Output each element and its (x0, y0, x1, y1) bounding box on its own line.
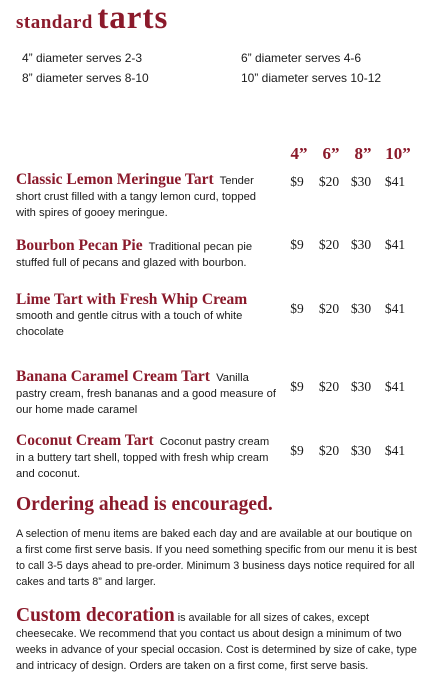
item-description: Tender short crust filled with a tangy lemon curd, topped with spires of gooey meringue. (16, 175, 257, 219)
item-price-10in: $41 (384, 443, 406, 458)
item-price-8in: $30 (350, 301, 372, 316)
item-price-10in: $41 (384, 174, 406, 189)
price-header-6in: 6” (322, 144, 340, 163)
size-info-10in: 10” diameter serves 10-12 (241, 71, 382, 85)
item-name: Coconut Cream Tart (16, 432, 154, 449)
item-price-6in: $20 (318, 237, 340, 252)
item-name: Lime Tart with Fresh Whip Cream (16, 291, 248, 308)
item-price-6in: $20 (318, 301, 340, 316)
ordering-body: A selection of menu items are baked each day and are available at our boutique on a first come first serve basis. If you need something specific from our menu it is best to call 3-5 days ahead to pre-order. Minimum 3 business days notice required for all cakes and tarts 8” and larger. (16, 528, 417, 588)
item-price-10in: $41 (384, 301, 406, 316)
ordering-heading: Ordering ahead is encouraged. (16, 494, 273, 515)
title-prefix: standard (16, 12, 93, 33)
item-price-6in: $20 (318, 443, 340, 458)
custom-decoration-heading: Custom decoration (16, 605, 175, 626)
size-info-left (22, 48, 149, 88)
menu-item-banana-caramel (16, 369, 278, 418)
item-price-4in: $9 (290, 443, 304, 458)
item-description: Traditional pecan pie stuffed full of pecans and glazed with bourbon. (16, 241, 253, 269)
menu-title (16, 0, 168, 34)
menu-item-coconut-cream (16, 433, 278, 482)
menu-item-lemon-meringue (16, 172, 278, 221)
item-description: smooth and gentle citrus with a touch of white chocolate (16, 310, 243, 338)
menu-item-bourbon-pecan (16, 238, 278, 271)
item-description: Vanilla pastry cream, fresh bananas and a good measure of our home made caramel (16, 372, 276, 416)
size-info-4in: 4” diameter serves 2-3 (22, 51, 143, 65)
item-description: Coconut pastry cream in a buttery tart shell, topped with fresh whip cream and coconut. (16, 436, 270, 480)
item-price-10in: $41 (384, 237, 406, 252)
size-info-8in: 8” diameter serves 8-10 (22, 71, 149, 85)
item-price-4in: $9 (290, 174, 304, 189)
item-price-4in: $9 (290, 301, 304, 316)
price-header-8in: 8” (354, 144, 372, 163)
item-price-4in: $9 (290, 379, 304, 394)
item-price-8in: $30 (350, 379, 372, 394)
item-price-10in: $41 (384, 379, 406, 394)
item-name: Banana Caramel Cream Tart (16, 368, 210, 385)
menu-item-lime-tart (16, 292, 278, 340)
item-price-6in: $20 (318, 379, 340, 394)
price-header-10in: 10” (385, 144, 411, 163)
price-header-4in: 4” (290, 144, 308, 163)
item-price-8in: $30 (350, 237, 372, 252)
custom-decoration-body: is available for all sizes of cakes, except cheesecake. We recommend that you contact us about design a minimum of two weeks in advance of your special occasion. Cost is determined by size of cake, type and intricacy of design. Orders are taken on a first come, first serve basis. (16, 612, 417, 672)
item-price-8in: $30 (350, 443, 372, 458)
custom-decoration-section (16, 605, 420, 674)
item-name: Bourbon Pecan Pie (16, 237, 143, 254)
title-main: tarts (97, 0, 169, 36)
item-name: Classic Lemon Meringue Tart (16, 171, 214, 188)
item-price-8in: $30 (350, 174, 372, 189)
size-info-6in: 6” diameter serves 4-6 (241, 51, 362, 65)
item-price-4in: $9 (290, 237, 304, 252)
size-info-right (241, 48, 381, 88)
item-price-6in: $20 (318, 174, 340, 189)
